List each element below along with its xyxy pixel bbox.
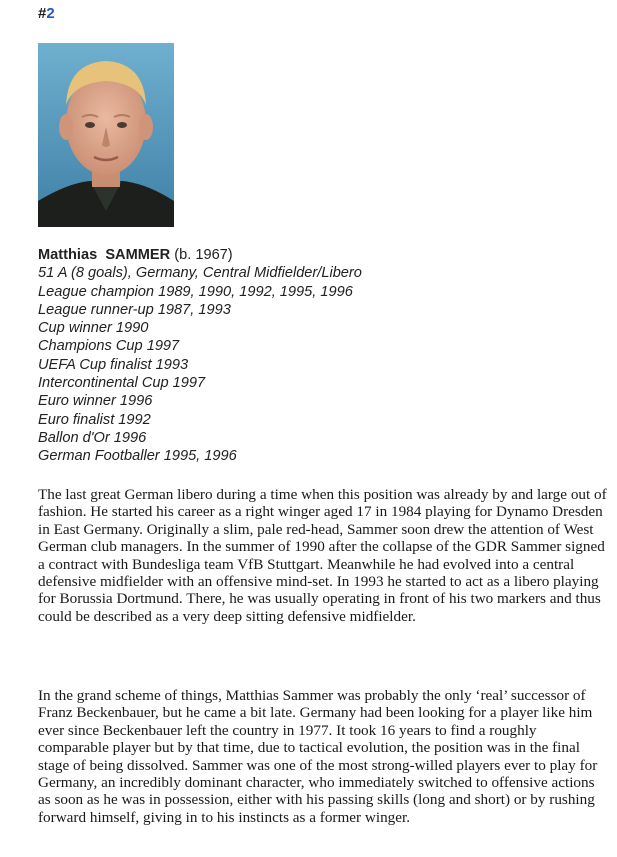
rank-number: 2 (46, 5, 55, 22)
biography-paragraph: In the grand scheme of things, Matthias Sammer was probably the only ‘real’ successor of Franz Beckenbauer, but he came a bit late. Germany had been looking for a player like him ever since Beckenbauer left the country in 1977. It took 16 years to find a roughly comparable player but by that time, due to tactical evolution, the position was in the final stage of being dissolved. Sammer was one of the most strong-willed players ever to play for Germany, an incredibly dominant character, who immediately switched to offensive actions as soon as he was in possession, either with his passing skills (long and short) or by rushing forward himself, giving in to his instincts as a former winger. (38, 687, 598, 826)
player-stats (38, 246, 362, 466)
player-photo (38, 43, 174, 227)
honour-line: Euro winner 1996 (38, 393, 153, 410)
honour-line: Ballon d'Or 1996 (38, 429, 147, 446)
honour-line: Cup winner 1990 (38, 320, 149, 337)
honour-line: Intercontinental Cup 1997 (38, 375, 206, 392)
player-birth-year: (b. 1967) (174, 247, 233, 263)
honour-line: League runner-up 1987, 1993 (38, 301, 231, 318)
honour-line: League champion 1989, 1990, 1992, 1995, 1996 (38, 283, 353, 300)
player-name-line (38, 246, 362, 264)
honour-line: 51 A (8 goals), Germany, Central Midfielder/Libero (38, 265, 362, 282)
honour-line: German Footballer 1995, 1996 (38, 448, 237, 465)
rank-prefix: # (38, 5, 47, 22)
player-last-name: SAMMER (105, 247, 171, 263)
rank-heading (38, 5, 55, 22)
honour-line: Euro finalist 1992 (38, 411, 151, 428)
honour-line: UEFA Cup finalist 1993 (38, 356, 189, 373)
biography-paragraph: The last great German libero during a time when this position was already by and large out of fashion. He started his career as a right winger aged 17 in 1984 playing for Dynamo Dresden in East Germany. Originally a slim, pale red-head, Sammer soon drew the attention of West German club managers. In the summer of 1990 after the collapse of the GDR Sammer signed a contract with Bundesliga team VfB Stuttgart. Meanwhile he had evolved into a central defensive midfielder with an offensive mind-set. In 1993 he started to act as a libero playing for Borussia Dortmund. There, he was usually operating in front of his two markers and thus could be described as a very deep sitting defensive midfielder. (38, 486, 607, 625)
player-first-name: Matthias (38, 247, 98, 263)
honour-line: Champions Cup 1997 (38, 338, 180, 355)
